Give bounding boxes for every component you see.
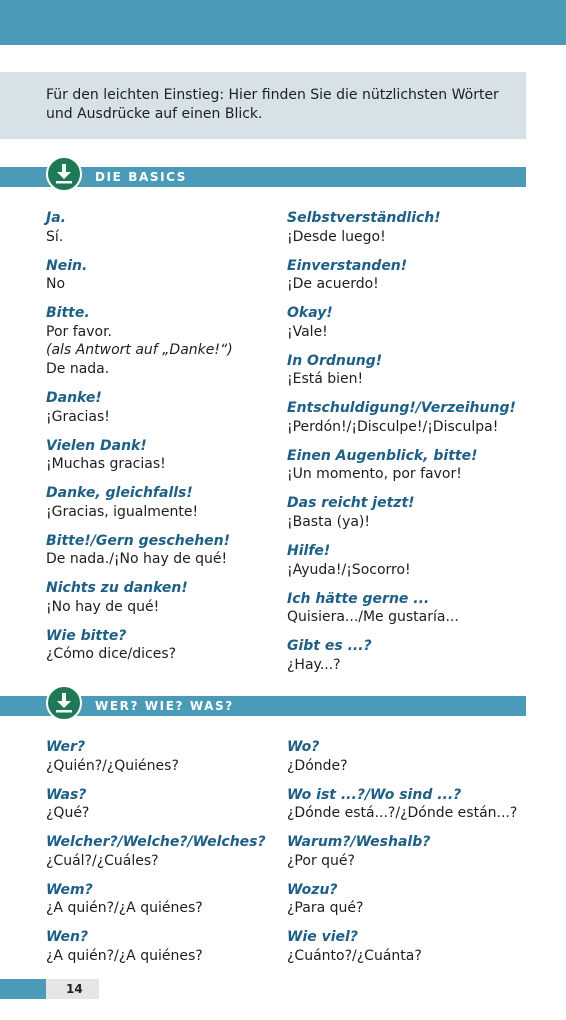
german-phrase: Okay! [287, 305, 333, 322]
german-phrase: Selbstverständlich! [287, 210, 441, 226]
spanish-phrase: ¿Qué? [46, 805, 90, 822]
spanish-phrase: ¿Quién?/¿Quiénes? [46, 757, 179, 774]
spanish-phrase: De nada./¡No hay de qué! [46, 551, 228, 568]
phrase-entry [287, 928, 552, 965]
phrase-entry [46, 881, 281, 918]
spanish-phrase: ¡Muchas gracias! [46, 456, 166, 473]
spanish-phrase: ¿A quién?/¿A quiénes? [46, 947, 203, 964]
german-phrase: In Ordnung! [287, 352, 383, 369]
spanish-phrase: ¿Cuál?/¿Cuáles? [46, 852, 159, 869]
german-phrase: Wie bitte? [46, 627, 127, 644]
section-header-questions [0, 696, 526, 716]
phrase-entry [287, 447, 547, 484]
spanish-phrase: Sí. [46, 228, 64, 245]
spanish-phrase: ¿Hay...? [287, 656, 341, 673]
german-phrase: Ja. [46, 210, 66, 226]
spanish-phrase: ¡Desde luego! [287, 228, 386, 245]
german-phrase: Warum?/Weshalb? [287, 834, 431, 851]
spanish-phrase: ¡Gracias, igualmente! [46, 503, 199, 520]
german-phrase: Danke! [46, 389, 102, 406]
phrase-entry [287, 590, 547, 627]
german-phrase: Einverstanden! [287, 257, 408, 274]
download-icon [46, 685, 82, 721]
spanish-phrase: ¿Para qué? [287, 900, 364, 917]
spanish-phrase: ¡No hay de qué! [46, 598, 160, 615]
top-bar [0, 0, 566, 45]
german-phrase: Entschuldigung!/Verzeihung! [287, 400, 516, 417]
phrase-entry [287, 304, 547, 341]
section-title: WER? WIE? WAS? [95, 699, 234, 713]
phrase-entry [46, 786, 281, 823]
phrase-entry [46, 389, 286, 426]
spanish-phrase: ¡Basta (ya)! [287, 514, 371, 531]
page-number-tab [0, 979, 99, 999]
spanish-phrase: ¡Ayuda!/¡Socorro! [287, 561, 411, 578]
basics-left-column [46, 209, 286, 674]
spanish-phrase: De nada. [46, 360, 110, 377]
spanish-phrase: ¿A quién?/¿A quiénes? [46, 900, 203, 917]
phrase-entry [287, 542, 547, 579]
german-phrase: Wer? [46, 739, 86, 755]
spanish-phrase: ¡Perdón!/¡Disculpe!/¡Disculpa! [287, 418, 499, 435]
phrase-entry [46, 304, 286, 378]
phrase-entry [287, 786, 552, 823]
german-phrase: Wie viel? [287, 929, 358, 946]
intro-text: Für den leichten Einstieg: Hier finden Sie die nützlichsten Wörter und Ausdrücke auf einen Blick. [46, 87, 499, 122]
phrase-entry [46, 579, 286, 616]
spanish-phrase: ¿Dónde? [287, 757, 348, 774]
phrase-entry [287, 738, 552, 775]
german-phrase: Bitte!/Gern geschehen! [46, 532, 231, 549]
spanish-phrase: ¡Un momento, por favor! [287, 466, 462, 483]
questions-left-column [46, 738, 281, 976]
usage-note: (als Antwort auf „Danke!“) [46, 342, 233, 359]
section-header-basics [0, 167, 526, 187]
spanish-phrase: ¿Dónde está...?/¿Dónde están...? [287, 805, 518, 822]
spanish-phrase: ¡Vale! [287, 323, 328, 340]
german-phrase: Wo? [287, 739, 320, 755]
german-phrase: Vielen Dank! [46, 437, 147, 454]
intro-box [0, 72, 526, 139]
phrase-entry [287, 833, 552, 870]
german-phrase: Wen? [46, 929, 89, 946]
page-tab-accent [0, 979, 46, 999]
phrase-entry [46, 833, 281, 870]
german-phrase: Einen Augenblick, bitte! [287, 447, 478, 464]
phrase-entry [46, 738, 281, 775]
german-phrase: Wo ist ...?/Wo sind ...? [287, 786, 462, 803]
phrase-entry [287, 352, 547, 389]
phrase-entry [46, 209, 286, 246]
phrase-entry [46, 928, 281, 965]
download-icon [46, 156, 82, 192]
german-phrase: Bitte. [46, 305, 90, 322]
german-phrase: Ich hätte gerne ... [287, 590, 430, 607]
german-phrase: Welcher?/Welche?/Welches? [46, 834, 266, 851]
german-phrase: Nichts zu danken! [46, 580, 188, 597]
section-title: DIE BASICS [95, 170, 188, 184]
phrase-entry [287, 881, 552, 918]
spanish-phrase: Quisiera.../Me gustaría... [287, 609, 459, 626]
german-phrase: Das reicht jetzt! [287, 495, 415, 512]
phrase-entry [46, 484, 286, 521]
phrase-entry [287, 399, 547, 436]
phrase-entry [287, 209, 547, 246]
spanish-phrase: ¡Está bien! [287, 371, 364, 388]
phrase-entry [46, 437, 286, 474]
spanish-phrase: ¿Por qué? [287, 852, 355, 869]
german-phrase: Gibt es ...? [287, 638, 372, 655]
questions-right-column [287, 738, 552, 976]
phrase-entry [287, 494, 547, 531]
german-phrase: Was? [46, 786, 87, 803]
page-number: 14 [66, 982, 83, 996]
spanish-phrase: ¿Cuánto?/¿Cuánta? [287, 947, 422, 964]
phrase-entry [46, 532, 286, 569]
german-phrase: Danke, gleichfalls! [46, 485, 193, 502]
spanish-phrase: Por favor. [46, 323, 112, 340]
german-phrase: Wem? [46, 881, 93, 898]
german-phrase: Wozu? [287, 881, 338, 898]
spanish-phrase: ¿Cómo dice/dices? [46, 646, 177, 663]
spanish-phrase: ¡Gracias! [46, 408, 110, 425]
phrase-entry [287, 637, 547, 674]
spanish-phrase: No [46, 276, 66, 293]
spanish-phrase: ¡De acuerdo! [287, 276, 379, 293]
phrase-entry [46, 257, 286, 294]
phrase-entry [287, 257, 547, 294]
phrase-entry [46, 627, 286, 664]
german-phrase: Nein. [46, 257, 88, 274]
basics-right-column [287, 209, 547, 685]
german-phrase: Hilfe! [287, 543, 331, 560]
